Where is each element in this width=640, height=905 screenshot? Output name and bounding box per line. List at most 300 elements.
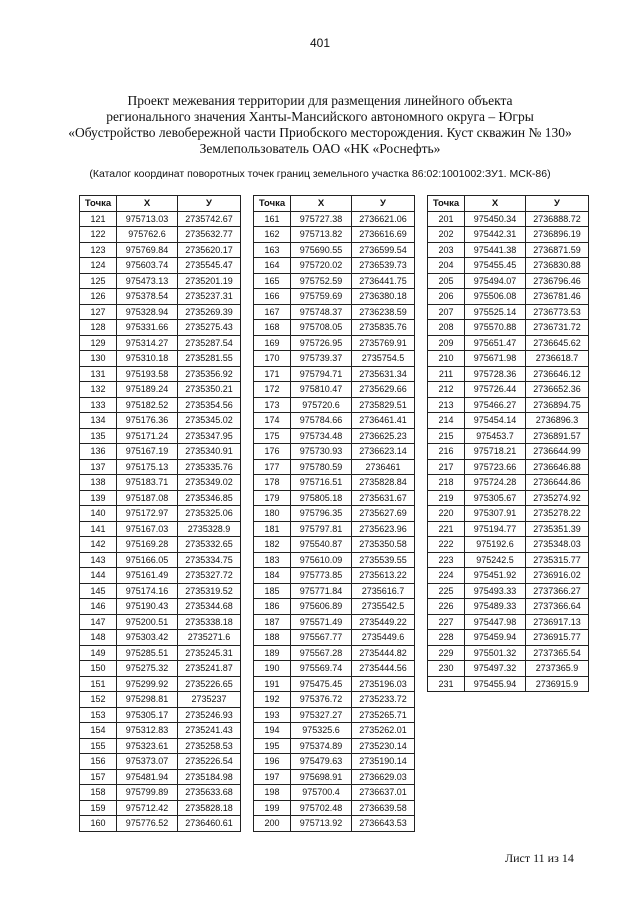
point-number: 148	[80, 630, 117, 646]
y-coordinate: 2735335.76	[178, 459, 241, 475]
table-row	[80, 506, 241, 522]
x-coordinate: 975571.49	[291, 614, 352, 630]
page-number: 401	[309, 36, 331, 50]
table-row	[428, 289, 589, 305]
x-coordinate: 975459.94	[465, 630, 526, 646]
point-number: 193	[254, 707, 291, 723]
header-point: Точка	[80, 196, 117, 212]
table-row	[254, 583, 415, 599]
point-number: 174	[254, 413, 291, 429]
y-coordinate: 2735332.65	[178, 537, 241, 553]
point-number: 213	[428, 397, 465, 413]
y-coordinate: 2735449.6	[352, 630, 415, 646]
point-number: 131	[80, 366, 117, 382]
point-number: 159	[80, 800, 117, 816]
point-number: 203	[428, 242, 465, 258]
x-coordinate: 975718.21	[465, 444, 526, 460]
x-coordinate: 975497.32	[465, 661, 526, 677]
y-coordinate: 2735287.54	[178, 335, 241, 351]
y-coordinate: 2735274.92	[526, 490, 589, 506]
point-number: 158	[80, 785, 117, 801]
point-number: 223	[428, 552, 465, 568]
x-coordinate: 975176.36	[117, 413, 178, 429]
point-number: 121	[80, 211, 117, 227]
x-coordinate: 975479.63	[291, 754, 352, 770]
x-coordinate: 975450.34	[465, 211, 526, 227]
table-row	[80, 537, 241, 553]
y-coordinate: 2735245.31	[178, 645, 241, 661]
y-coordinate: 2737366.64	[526, 599, 589, 615]
table-row	[80, 475, 241, 491]
table-row	[254, 273, 415, 289]
x-coordinate: 975455.45	[465, 258, 526, 274]
y-coordinate: 2735237.31	[178, 289, 241, 305]
y-coordinate: 2737366.27	[526, 583, 589, 599]
y-coordinate: 2735281.55	[178, 351, 241, 367]
point-number: 169	[254, 335, 291, 351]
table-row	[80, 397, 241, 413]
x-coordinate: 975285.51	[117, 645, 178, 661]
x-coordinate: 975298.81	[117, 692, 178, 708]
table-row	[80, 521, 241, 537]
point-number: 178	[254, 475, 291, 491]
x-coordinate: 975187.08	[117, 490, 178, 506]
y-coordinate: 2735262.01	[352, 723, 415, 739]
sheet-label: Лист 11 из 14	[505, 851, 574, 865]
x-coordinate: 975805.18	[291, 490, 352, 506]
point-number: 212	[428, 382, 465, 398]
point-number: 139	[80, 490, 117, 506]
point-number: 162	[254, 227, 291, 243]
x-coordinate: 975193.58	[117, 366, 178, 382]
point-number: 198	[254, 785, 291, 801]
x-coordinate: 975331.66	[117, 320, 178, 336]
point-number: 219	[428, 490, 465, 506]
x-coordinate: 975189.24	[117, 382, 178, 398]
x-coordinate: 975376.72	[291, 692, 352, 708]
point-number: 166	[254, 289, 291, 305]
x-coordinate: 975797.81	[291, 521, 352, 537]
x-coordinate: 975748.37	[291, 304, 352, 320]
point-number: 189	[254, 645, 291, 661]
y-coordinate: 2736652.36	[526, 382, 589, 398]
x-coordinate: 975716.51	[291, 475, 352, 491]
point-number: 141	[80, 521, 117, 537]
point-number: 172	[254, 382, 291, 398]
x-coordinate: 975489.33	[465, 599, 526, 615]
table-row	[254, 258, 415, 274]
point-number: 150	[80, 661, 117, 677]
x-coordinate: 975275.32	[117, 661, 178, 677]
x-coordinate: 975734.48	[291, 428, 352, 444]
x-coordinate: 975172.97	[117, 506, 178, 522]
table-row	[254, 537, 415, 553]
point-number: 183	[254, 552, 291, 568]
x-coordinate: 975310.18	[117, 351, 178, 367]
x-coordinate: 975700.4	[291, 785, 352, 801]
x-coordinate: 975451.92	[465, 568, 526, 584]
y-coordinate: 2735258.53	[178, 738, 241, 754]
table-row	[428, 583, 589, 599]
table-row	[428, 661, 589, 677]
x-coordinate: 975799.89	[117, 785, 178, 801]
y-coordinate: 2736896.19	[526, 227, 589, 243]
x-coordinate: 975174.16	[117, 583, 178, 599]
point-number: 156	[80, 754, 117, 770]
table-row	[428, 506, 589, 522]
y-coordinate: 2735275.43	[178, 320, 241, 336]
point-number: 192	[254, 692, 291, 708]
y-coordinate: 2735196.03	[352, 676, 415, 692]
table-row	[428, 273, 589, 289]
point-number: 137	[80, 459, 117, 475]
y-coordinate: 2735356.92	[178, 366, 241, 382]
y-coordinate: 2735354.56	[178, 397, 241, 413]
y-coordinate: 2736643.53	[352, 816, 415, 832]
table-row	[428, 242, 589, 258]
table-row	[254, 428, 415, 444]
point-number: 163	[254, 242, 291, 258]
y-coordinate: 2736618.7	[526, 351, 589, 367]
point-number: 211	[428, 366, 465, 382]
y-coordinate: 2736637.01	[352, 785, 415, 801]
x-coordinate: 975166.05	[117, 552, 178, 568]
point-number: 182	[254, 537, 291, 553]
y-coordinate: 2735349.02	[178, 475, 241, 491]
x-coordinate: 975713.82	[291, 227, 352, 243]
coordinates-table-2	[253, 195, 415, 832]
y-coordinate: 2736646.88	[526, 459, 589, 475]
y-coordinate: 2736623.14	[352, 444, 415, 460]
y-coordinate: 2736773.53	[526, 304, 589, 320]
y-coordinate: 2735327.72	[178, 568, 241, 584]
point-number: 142	[80, 537, 117, 553]
y-coordinate: 2736629.03	[352, 769, 415, 785]
table-row	[80, 568, 241, 584]
x-coordinate: 975771.84	[291, 583, 352, 599]
x-coordinate: 975727.38	[291, 211, 352, 227]
x-coordinate: 975603.74	[117, 258, 178, 274]
y-coordinate: 2735828.84	[352, 475, 415, 491]
x-coordinate: 975759.69	[291, 289, 352, 305]
x-coordinate: 975540.87	[291, 537, 352, 553]
x-coordinate: 975708.05	[291, 320, 352, 336]
x-coordinate: 975690.55	[291, 242, 352, 258]
y-coordinate: 2736625.23	[352, 428, 415, 444]
y-coordinate: 2735184.98	[178, 769, 241, 785]
y-coordinate: 2735328.9	[178, 521, 241, 537]
x-coordinate: 975327.27	[291, 707, 352, 723]
point-number: 145	[80, 583, 117, 599]
x-coordinate: 975475.45	[291, 676, 352, 692]
y-coordinate: 2735769.91	[352, 335, 415, 351]
y-coordinate: 2736796.46	[526, 273, 589, 289]
table-row	[254, 599, 415, 615]
table-row	[428, 568, 589, 584]
y-coordinate: 2736616.69	[352, 227, 415, 243]
x-coordinate: 975325.6	[291, 723, 352, 739]
y-coordinate: 2735265.71	[352, 707, 415, 723]
table-row	[80, 304, 241, 320]
x-coordinate: 975169.28	[117, 537, 178, 553]
x-coordinate: 975303.42	[117, 630, 178, 646]
y-coordinate: 2735444.82	[352, 645, 415, 661]
x-coordinate: 975776.52	[117, 816, 178, 832]
x-coordinate: 975769.84	[117, 242, 178, 258]
y-coordinate: 2735241.43	[178, 723, 241, 739]
y-coordinate: 2735754.5	[352, 351, 415, 367]
x-coordinate: 975780.59	[291, 459, 352, 475]
point-number: 206	[428, 289, 465, 305]
x-coordinate: 975569.74	[291, 661, 352, 677]
point-number: 165	[254, 273, 291, 289]
point-number: 195	[254, 738, 291, 754]
y-coordinate: 2736644.86	[526, 475, 589, 491]
point-number: 144	[80, 568, 117, 584]
x-coordinate: 975730.93	[291, 444, 352, 460]
point-number: 224	[428, 568, 465, 584]
y-coordinate: 2735315.77	[526, 552, 589, 568]
y-coordinate: 2735627.69	[352, 506, 415, 522]
table-row	[428, 351, 589, 367]
table-row	[428, 320, 589, 336]
table-row	[254, 785, 415, 801]
title-line-2: регионального значения Ханты-Мансийского автономного округа – Югры	[106, 109, 534, 124]
point-number: 161	[254, 211, 291, 227]
table-row	[80, 692, 241, 708]
y-coordinate: 2735226.65	[178, 676, 241, 692]
table-row	[254, 754, 415, 770]
point-number: 154	[80, 723, 117, 739]
x-coordinate: 975442.31	[465, 227, 526, 243]
y-coordinate: 2737365.9	[526, 661, 589, 677]
x-coordinate: 975373.07	[117, 754, 178, 770]
x-coordinate: 975720.6	[291, 397, 352, 413]
y-coordinate: 2735835.76	[352, 320, 415, 336]
point-number: 157	[80, 769, 117, 785]
y-coordinate: 2736461	[352, 459, 415, 475]
x-coordinate: 975374.89	[291, 738, 352, 754]
header-y: У	[526, 196, 589, 212]
table-row	[254, 676, 415, 692]
y-coordinate: 2735620.17	[178, 242, 241, 258]
table-row	[80, 320, 241, 336]
table-row	[428, 428, 589, 444]
point-number: 230	[428, 661, 465, 677]
table-row	[254, 614, 415, 630]
table-row	[80, 630, 241, 646]
table-row	[254, 351, 415, 367]
header-y: У	[352, 196, 415, 212]
table-row	[254, 397, 415, 413]
point-number: 181	[254, 521, 291, 537]
y-coordinate: 2737365.54	[526, 645, 589, 661]
x-coordinate: 975713.03	[117, 211, 178, 227]
table-row	[80, 785, 241, 801]
table-row	[254, 459, 415, 475]
y-coordinate: 2735190.14	[352, 754, 415, 770]
point-number: 124	[80, 258, 117, 274]
table-row	[254, 630, 415, 646]
x-coordinate: 975441.38	[465, 242, 526, 258]
point-number: 143	[80, 552, 117, 568]
x-coordinate: 975525.14	[465, 304, 526, 320]
table-row	[80, 227, 241, 243]
table-row	[80, 583, 241, 599]
point-number: 190	[254, 661, 291, 677]
point-number: 205	[428, 273, 465, 289]
point-number: 186	[254, 599, 291, 615]
table-row	[80, 351, 241, 367]
table-row	[80, 599, 241, 615]
title-line-3: «Обустройство левобережной части Приобского месторождения. Куст скважин № 130»	[68, 125, 572, 140]
table-row	[80, 754, 241, 770]
y-coordinate: 2735345.02	[178, 413, 241, 429]
y-coordinate: 2735829.51	[352, 397, 415, 413]
x-coordinate: 975567.28	[291, 645, 352, 661]
x-coordinate: 975481.94	[117, 769, 178, 785]
x-coordinate: 975810.47	[291, 382, 352, 398]
table-row	[254, 506, 415, 522]
point-number: 123	[80, 242, 117, 258]
header-y: У	[178, 196, 241, 212]
x-coordinate: 975698.91	[291, 769, 352, 785]
x-coordinate: 975192.6	[465, 537, 526, 553]
table-row	[428, 211, 589, 227]
y-coordinate: 2735623.96	[352, 521, 415, 537]
x-coordinate: 975784.66	[291, 413, 352, 429]
point-number: 132	[80, 382, 117, 398]
table-row	[254, 800, 415, 816]
y-coordinate: 2736238.59	[352, 304, 415, 320]
x-coordinate: 975728.36	[465, 366, 526, 382]
point-number: 214	[428, 413, 465, 429]
table-row	[80, 335, 241, 351]
y-coordinate: 2735278.22	[526, 506, 589, 522]
point-number: 217	[428, 459, 465, 475]
table-row	[80, 552, 241, 568]
x-coordinate: 975307.91	[465, 506, 526, 522]
x-coordinate: 975651.47	[465, 335, 526, 351]
x-coordinate: 975455.94	[465, 676, 526, 692]
x-coordinate: 975167.03	[117, 521, 178, 537]
x-coordinate: 975493.33	[465, 583, 526, 599]
table-row	[80, 211, 241, 227]
x-coordinate: 975182.52	[117, 397, 178, 413]
table-row	[254, 289, 415, 305]
x-coordinate: 975378.54	[117, 289, 178, 305]
table-row	[254, 490, 415, 506]
table-row	[428, 676, 589, 692]
coordinates-table-1	[79, 195, 241, 832]
table-row	[428, 397, 589, 413]
x-coordinate: 975567.77	[291, 630, 352, 646]
y-coordinate: 2735348.03	[526, 537, 589, 553]
table-row	[428, 630, 589, 646]
table-row	[428, 444, 589, 460]
table-row	[428, 521, 589, 537]
x-coordinate: 975454.14	[465, 413, 526, 429]
table-row	[80, 676, 241, 692]
y-coordinate: 2735230.14	[352, 738, 415, 754]
x-coordinate: 975328.94	[117, 304, 178, 320]
table-row	[80, 289, 241, 305]
y-coordinate: 2735742.67	[178, 211, 241, 227]
point-number: 191	[254, 676, 291, 692]
x-coordinate: 975200.51	[117, 614, 178, 630]
point-number: 133	[80, 397, 117, 413]
table-row	[80, 707, 241, 723]
point-number: 147	[80, 614, 117, 630]
point-number: 127	[80, 304, 117, 320]
x-coordinate: 975194.77	[465, 521, 526, 537]
table-row	[428, 258, 589, 274]
point-number: 202	[428, 227, 465, 243]
x-coordinate: 975323.61	[117, 738, 178, 754]
title-line-1: Проект межевания территории для размещения линейного объекта	[127, 93, 513, 108]
table-row	[80, 382, 241, 398]
y-coordinate: 2735226.54	[178, 754, 241, 770]
table-row	[254, 816, 415, 832]
point-number: 125	[80, 273, 117, 289]
y-coordinate: 2735271.6	[178, 630, 241, 646]
y-coordinate: 2735632.77	[178, 227, 241, 243]
title-line-4: Землепользователь ОАО «НК «Роснефть»	[199, 141, 441, 156]
x-coordinate: 975713.92	[291, 816, 352, 832]
y-coordinate: 2735350.21	[178, 382, 241, 398]
point-number: 185	[254, 583, 291, 599]
header-x: X	[117, 196, 178, 212]
table-row	[254, 304, 415, 320]
point-number: 201	[428, 211, 465, 227]
y-coordinate: 2736896.3	[526, 413, 589, 429]
point-number: 196	[254, 754, 291, 770]
table-row	[254, 242, 415, 258]
x-coordinate: 975702.48	[291, 800, 352, 816]
x-coordinate: 975305.67	[465, 490, 526, 506]
table-row	[428, 537, 589, 553]
table-row	[428, 490, 589, 506]
y-coordinate: 2735542.5	[352, 599, 415, 615]
y-coordinate: 2736916.02	[526, 568, 589, 584]
table-row	[428, 459, 589, 475]
point-number: 218	[428, 475, 465, 491]
y-coordinate: 2735444.56	[352, 661, 415, 677]
x-coordinate: 975610.09	[291, 552, 352, 568]
point-number: 226	[428, 599, 465, 615]
y-coordinate: 2735319.52	[178, 583, 241, 599]
y-coordinate: 2736380.18	[352, 289, 415, 305]
point-number: 146	[80, 599, 117, 615]
y-coordinate: 2736599.54	[352, 242, 415, 258]
y-coordinate: 2736639.58	[352, 800, 415, 816]
point-number: 155	[80, 738, 117, 754]
x-coordinate: 975726.95	[291, 335, 352, 351]
y-coordinate: 2736888.72	[526, 211, 589, 227]
table-row	[428, 552, 589, 568]
table-row	[254, 645, 415, 661]
header-point: Точка	[254, 196, 291, 212]
table-row	[254, 366, 415, 382]
y-coordinate: 2736644.99	[526, 444, 589, 460]
point-number: 176	[254, 444, 291, 460]
y-coordinate: 2736891.57	[526, 428, 589, 444]
table-row	[80, 816, 241, 832]
point-number: 135	[80, 428, 117, 444]
y-coordinate: 2735828.18	[178, 800, 241, 816]
point-number: 151	[80, 676, 117, 692]
x-coordinate: 975773.85	[291, 568, 352, 584]
